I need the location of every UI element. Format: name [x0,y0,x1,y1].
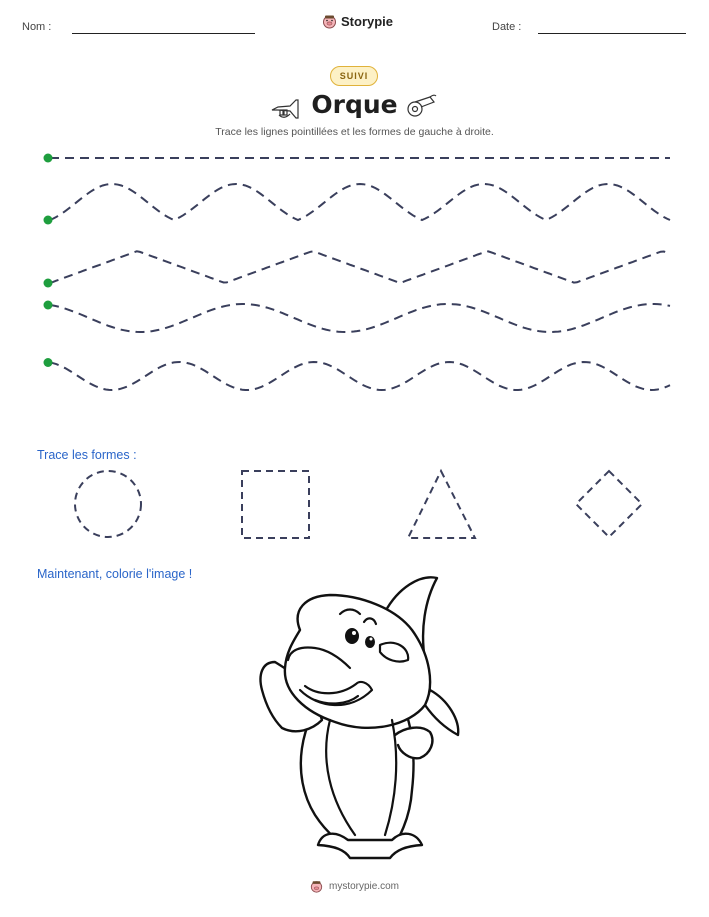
footer [0,880,709,893]
instruction-text: Trace les lignes pointillées et les formes de gauche à droite. [215,126,494,138]
footer-url[interactable]: mystorypie.com [328,881,399,892]
brand-name: Storypie [341,14,394,29]
date-label: Date : [492,21,522,33]
coloring-section-label: Maintenant, colorie l'image ! [37,567,193,581]
name-label: Nom : [22,21,52,33]
storypie-pig-icon [310,880,323,893]
level-badge: SUIVI [330,66,378,86]
shapes-section-label: Trace les formes : [37,448,137,462]
page-title: Orque [311,90,398,119]
